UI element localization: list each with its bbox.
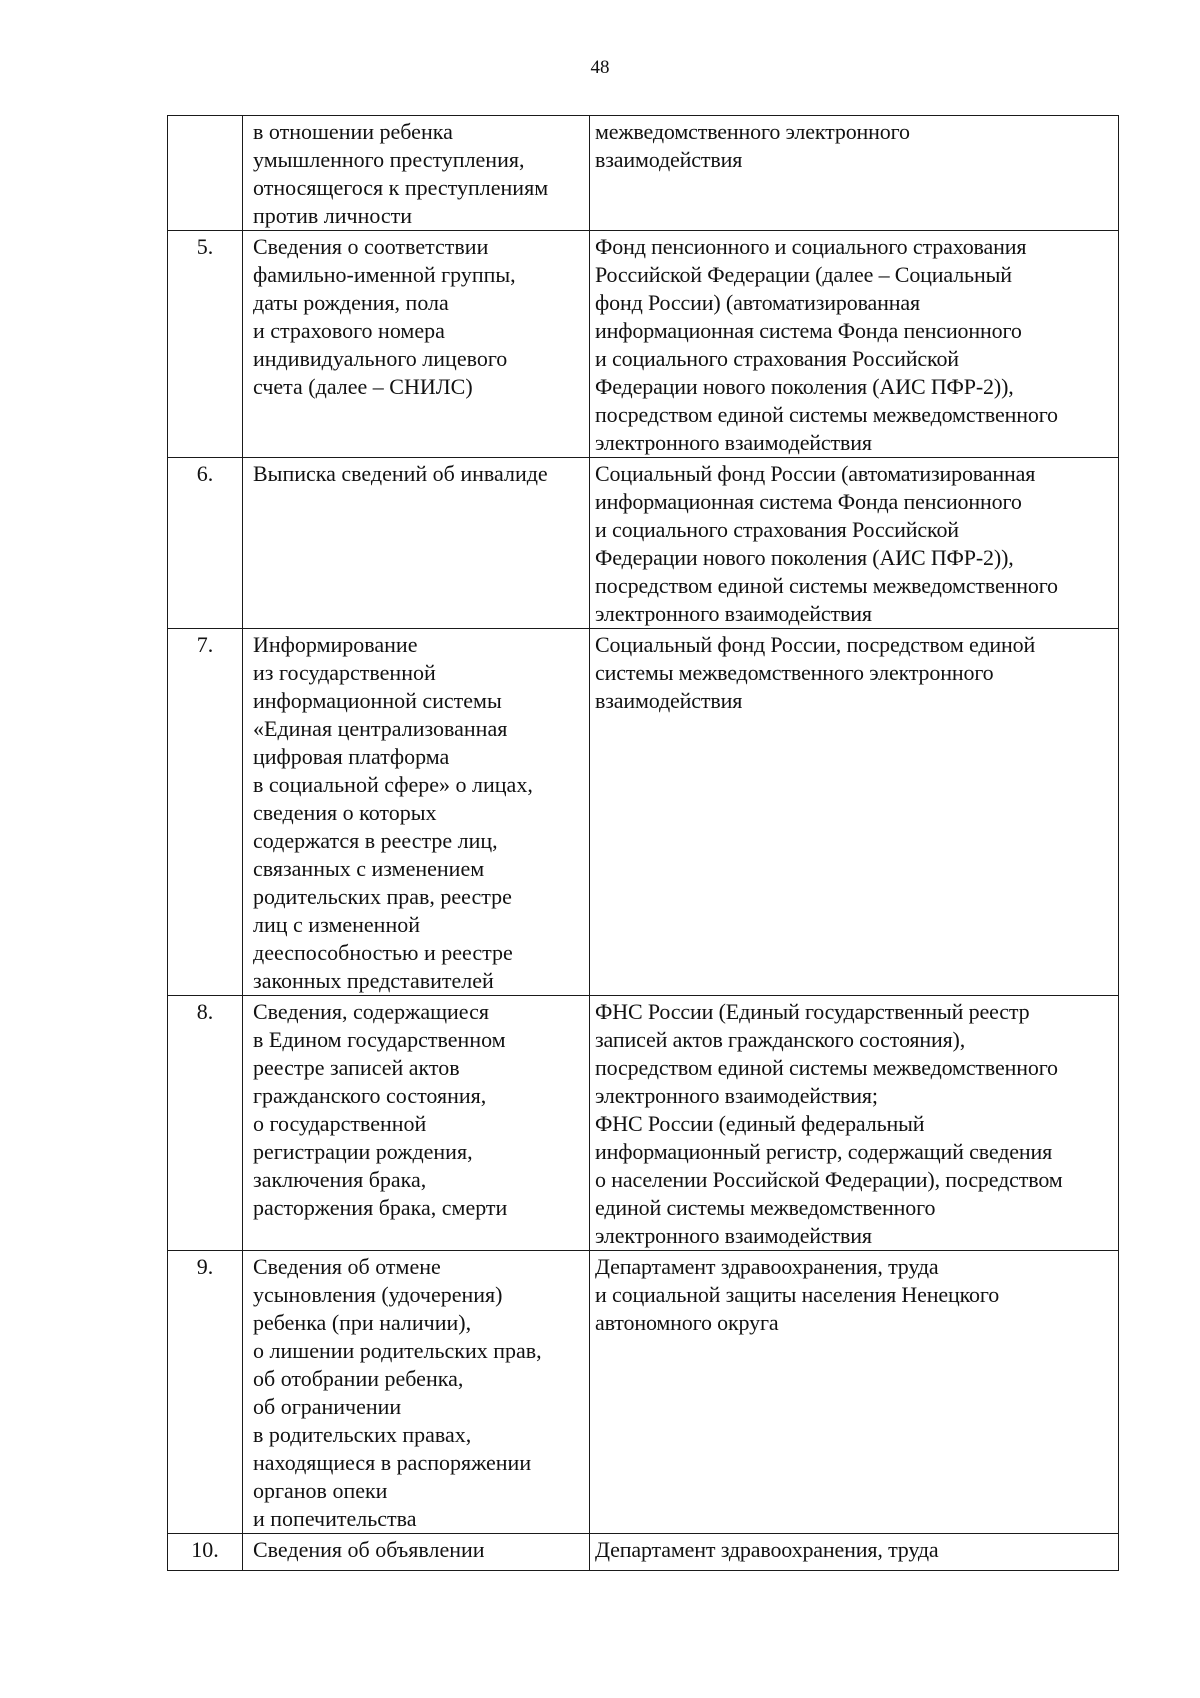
table-row [168, 116, 1119, 231]
source-line: Федерации нового поколения (АИС ПФР-2)), [595, 545, 1014, 570]
information-cell [243, 1534, 590, 1571]
information-line: регистрации рождения, [253, 1139, 473, 1164]
information-line: связанных с изменением [253, 856, 485, 881]
source-line: информационная система Фонда пенсионного [595, 318, 1022, 343]
source-line: Социальный фонд России (автоматизированная [595, 461, 1036, 486]
information-line: Выписка сведений об инвалиде [253, 461, 548, 486]
source-line: взаимодействия [595, 147, 743, 172]
source-line: Департамент здравоохранения, труда [595, 1254, 939, 1279]
table-row [168, 458, 1119, 629]
information-line: о лишении родительских прав, [253, 1338, 542, 1363]
information-cell [243, 629, 590, 996]
source-line: электронного взаимодействия [595, 430, 872, 455]
table-row [168, 1251, 1119, 1534]
information-line: цифровая платформа [253, 744, 450, 769]
source-line: фонд России) (автоматизированная [595, 290, 921, 315]
information-line: «Единая централизованная [253, 716, 508, 741]
source-line: записей актов гражданского состояния), [595, 1027, 966, 1052]
source-cell [590, 231, 1119, 458]
information-line: лиц с измененной [253, 912, 420, 937]
source-line: посредством единой системы межведомственного [595, 1055, 1058, 1080]
source-line: взаимодействия [595, 688, 743, 713]
information-line: в Едином государственном [253, 1027, 506, 1052]
source-cell [590, 1251, 1119, 1534]
row-number-cell: 9. [168, 1251, 243, 1534]
source-line: ФНС России (Единый государственный реестр [595, 999, 1030, 1024]
source-line: Социальный фонд России, посредством единой [595, 632, 1036, 657]
information-line: Сведения, содержащиеся [253, 999, 489, 1024]
information-line: фамильно-именной группы, [253, 262, 516, 287]
information-line: о государственной [253, 1111, 427, 1136]
source-line: информационный регистр, содержащий сведения [595, 1139, 1053, 1164]
information-line: органов опеки [253, 1478, 388, 1503]
row-number-cell: 5. [168, 231, 243, 458]
source-line: единой системы межведомственного [595, 1195, 936, 1220]
document-table [167, 115, 1119, 1571]
information-line: заключения брака, [253, 1167, 427, 1192]
row-number-cell: 7. [168, 629, 243, 996]
information-line: ребенка (при наличии), [253, 1310, 472, 1335]
source-line: электронного взаимодействия; [595, 1083, 878, 1108]
information-cell [243, 116, 590, 231]
table-row [168, 1534, 1119, 1571]
source-line: и социального страхования Российской [595, 346, 959, 371]
table-row [168, 231, 1119, 458]
information-line: сведения о которых [253, 800, 437, 825]
information-line: против личности [253, 203, 413, 228]
source-line: электронного взаимодействия [595, 1223, 872, 1248]
information-line: усыновления (удочерения) [253, 1282, 503, 1307]
row-number-cell [168, 116, 243, 231]
information-line: Сведения об отмене [253, 1254, 441, 1279]
information-line: об отобрании ребенка, [253, 1366, 464, 1391]
table-row [168, 996, 1119, 1251]
source-line: Федерации нового поколения (АИС ПФР-2)), [595, 374, 1014, 399]
source-line: электронного взаимодействия [595, 601, 872, 626]
source-line: и социального страхования Российской [595, 517, 959, 542]
source-line: посредством единой системы межведомственного [595, 402, 1058, 427]
information-cell [243, 458, 590, 629]
source-cell [590, 996, 1119, 1251]
information-line: из государственной [253, 660, 436, 685]
source-line: ФНС России (единый федеральный [595, 1111, 925, 1136]
information-line: информационной системы [253, 688, 502, 713]
information-cell [243, 996, 590, 1251]
information-line: Информирование [253, 632, 418, 657]
source-line: Фонд пенсионного и социального страхования [595, 234, 1027, 259]
information-line: дееспособностью и реестре [253, 940, 513, 965]
source-cell [590, 629, 1119, 996]
source-line: системы межведомственного электронного [595, 660, 994, 685]
information-line: законных представителей [253, 968, 494, 993]
source-line: о населении Российской Федерации), посредством [595, 1167, 1063, 1192]
information-line: в социальной сфере» о лицах, [253, 772, 533, 797]
row-number-cell: 8. [168, 996, 243, 1251]
row-number-cell: 10. [168, 1534, 243, 1571]
page-number: 48 [590, 57, 610, 78]
information-line: в отношении ребенка [253, 119, 453, 144]
information-line: относящегося к преступлениям [253, 175, 549, 200]
information-line: гражданского состояния, [253, 1083, 487, 1108]
source-line: информационная система Фонда пенсионного [595, 489, 1022, 514]
information-cell [243, 1251, 590, 1534]
source-line: Департамент здравоохранения, труда [595, 1537, 939, 1562]
information-line: индивидуального лицевого [253, 346, 508, 371]
source-line: и социальной защиты населения Ненецкого [595, 1282, 1000, 1307]
information-line: расторжения брака, смерти [253, 1195, 508, 1220]
table-body [168, 116, 1119, 1571]
source-cell [590, 116, 1119, 231]
source-line: межведомственного электронного [595, 119, 910, 144]
source-cell [590, 1534, 1119, 1571]
information-line: умышленного преступления, [253, 147, 525, 172]
information-line: об ограничении [253, 1394, 402, 1419]
information-line: и попечительства [253, 1506, 417, 1531]
information-line: реестре записей актов [253, 1055, 460, 1080]
row-number-cell: 6. [168, 458, 243, 629]
information-line: даты рождения, пола [253, 290, 449, 315]
source-line: Российской Федерации (далее – Социальный [595, 262, 1012, 287]
information-line: и страхового номера [253, 318, 445, 343]
information-cell [243, 231, 590, 458]
information-line: в родительских правах, [253, 1422, 472, 1447]
information-line: содержатся в реестре лиц, [253, 828, 498, 853]
information-line: находящиеся в распоряжении [253, 1450, 532, 1475]
information-line: родительских прав, реестре [253, 884, 512, 909]
table-row [168, 629, 1119, 996]
information-line: Сведения об объявлении [253, 1537, 485, 1562]
information-line: Сведения о соответствии [253, 234, 489, 259]
source-line: автономного округа [595, 1310, 779, 1335]
source-line: посредством единой системы межведомственного [595, 573, 1058, 598]
source-cell [590, 458, 1119, 629]
information-line: счета (далее – СНИЛС) [253, 374, 473, 399]
